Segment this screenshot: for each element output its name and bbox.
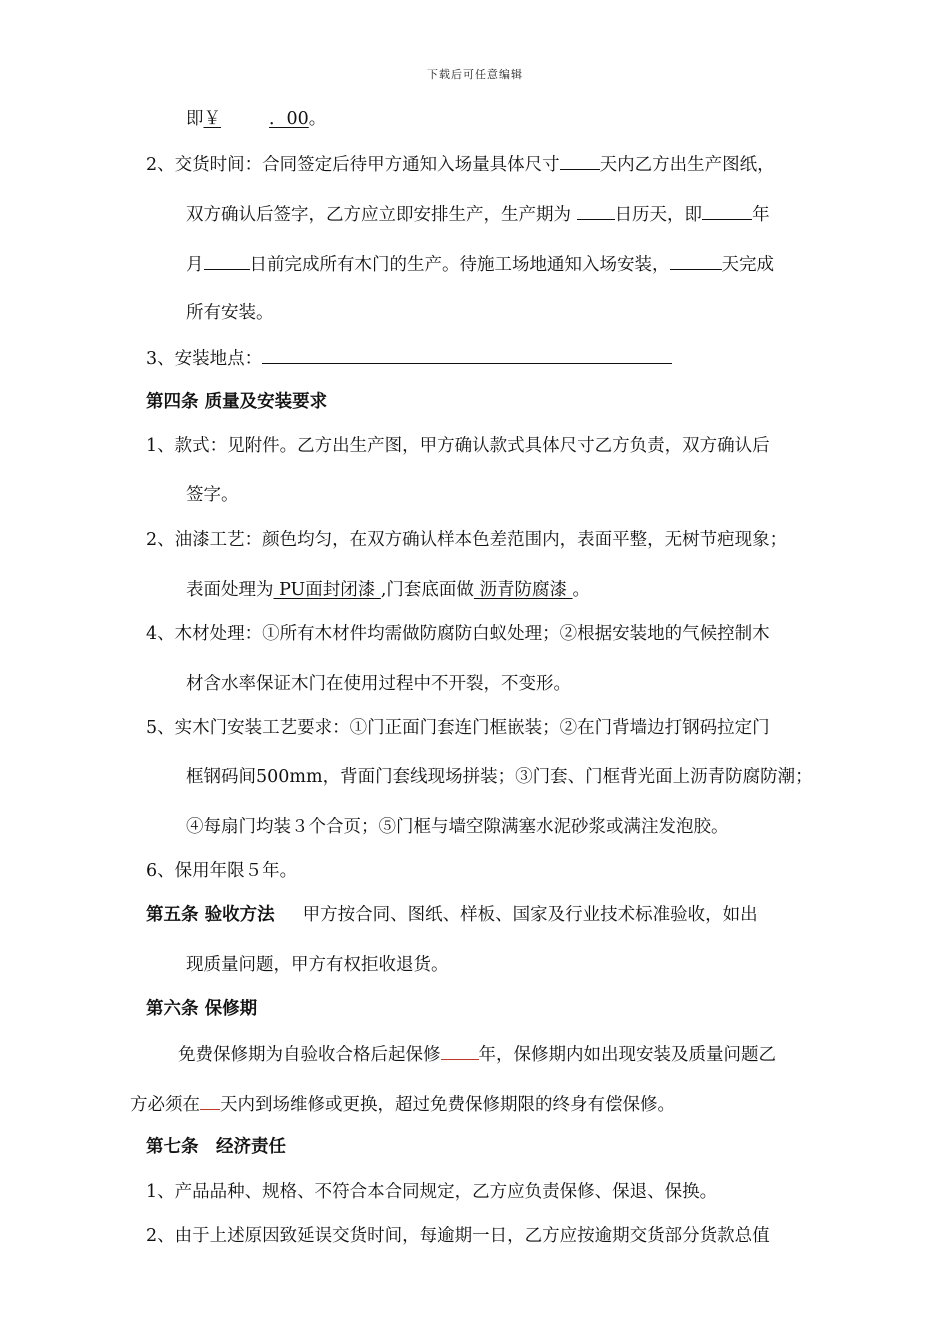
install-location-clause: 3、安装地点：: [146, 345, 672, 371]
location-blank: [262, 345, 672, 364]
section-5-line: 第五条 验收方法 甲方按合同、图纸、样板、国家及行业技术标准验收，如出: [146, 905, 758, 925]
surface-treatment-value: PU面封闭漆: [273, 580, 381, 600]
production-period-line: 双方确认后签字，乙方应立即安排生产，生产期为 日历天，即 年: [186, 201, 770, 227]
section-5-heading: 第五条 验收方法: [146, 905, 275, 925]
day-blank: [204, 251, 250, 270]
section-5-cont: 现质量问题，甲方有权拒收退货。: [186, 955, 449, 975]
frame-bottom-treatment-value: 沥青防腐漆: [473, 580, 573, 600]
section-4-heading: 第四条 质量及安装要求: [146, 392, 328, 412]
style-clause: 1、款式：见附件。乙方出生产图，甲方确认款式具体尺寸乙方负责，双方确认后: [146, 436, 770, 456]
install-process-clause-cont-1: 框钢码间500mm，背面门套线现场拼装；③门套、门框背光面上沥青防腐防潮；: [186, 767, 813, 787]
warranty-years-blank: [441, 1041, 479, 1060]
liability-clause-2: 2、由于上述原因致延误交货时间，每逾期一日，乙方应按逾期交货部分货款总值: [146, 1226, 770, 1246]
warranty-clause-cont: 方必须在 天内到场维修或更换，超过免费保修期限的终身有偿保修。: [130, 1091, 675, 1117]
days-blank: [560, 151, 600, 170]
section-6-heading: 第六条 保修期: [146, 999, 258, 1019]
amount-line: 即￥ ．00。: [186, 109, 327, 129]
repair-days-blank: [200, 1091, 220, 1110]
completion-date-line: 月 日前完成所有木门的生产。待施工场地通知入场安装， 天完成: [186, 251, 774, 277]
wood-treatment-clause-cont: 材含水率保证木门在使用过程中不开裂，不变形。: [186, 674, 571, 694]
page-header: 下载后可任意编辑: [427, 68, 523, 81]
style-clause-cont: 签字。: [186, 485, 239, 505]
delivery-time-clause: 2、交货时间：合同签定后待甲方通知入场量具体尺寸 天内乙方出生产图纸，: [146, 151, 775, 177]
wood-treatment-clause: 4、木材处理：①所有木材件均需做防腐防白蚁处理；②根据安装地的气候控制木: [146, 624, 770, 644]
install-process-clause-cont-2: ④每扇门均装３个合页；⑤门框与墙空隙满塞水泥砂浆或满注发泡胶。: [186, 817, 729, 837]
install-process-clause: 5、实木门安装工艺要求：①门正面门套连门框嵌装；②在门背墙边打钢码拉定门: [146, 718, 770, 738]
warranty-years-clause: 6、保用年限５年。: [146, 861, 298, 881]
installation-line: 所有安装。: [186, 303, 274, 323]
amount-value: ￥ ．00: [203, 109, 309, 129]
liability-clause-1: 1、产品品种、规格、不符合本合同规定，乙方应负责保修、保退、保换。: [146, 1182, 718, 1202]
install-days-blank: [670, 251, 722, 270]
amount-prefix: 即: [186, 109, 204, 129]
year-blank: [702, 201, 752, 220]
warranty-clause: 免费保修期为自验收合格后起保修 年，保修期内如出现安装及质量问题乙: [178, 1041, 776, 1067]
paint-clause-cont: 表面处理为 PU面封闭漆 ,门套底面做 沥青防腐漆 。: [186, 580, 591, 600]
paint-clause: 2、油漆工艺：颜色均匀，在双方确认样本色差范围内，表面平整，无树节疤现象；: [146, 530, 788, 550]
calendar-days-blank: [577, 201, 615, 220]
section-7-heading: 第七条 经济责任: [146, 1137, 286, 1157]
